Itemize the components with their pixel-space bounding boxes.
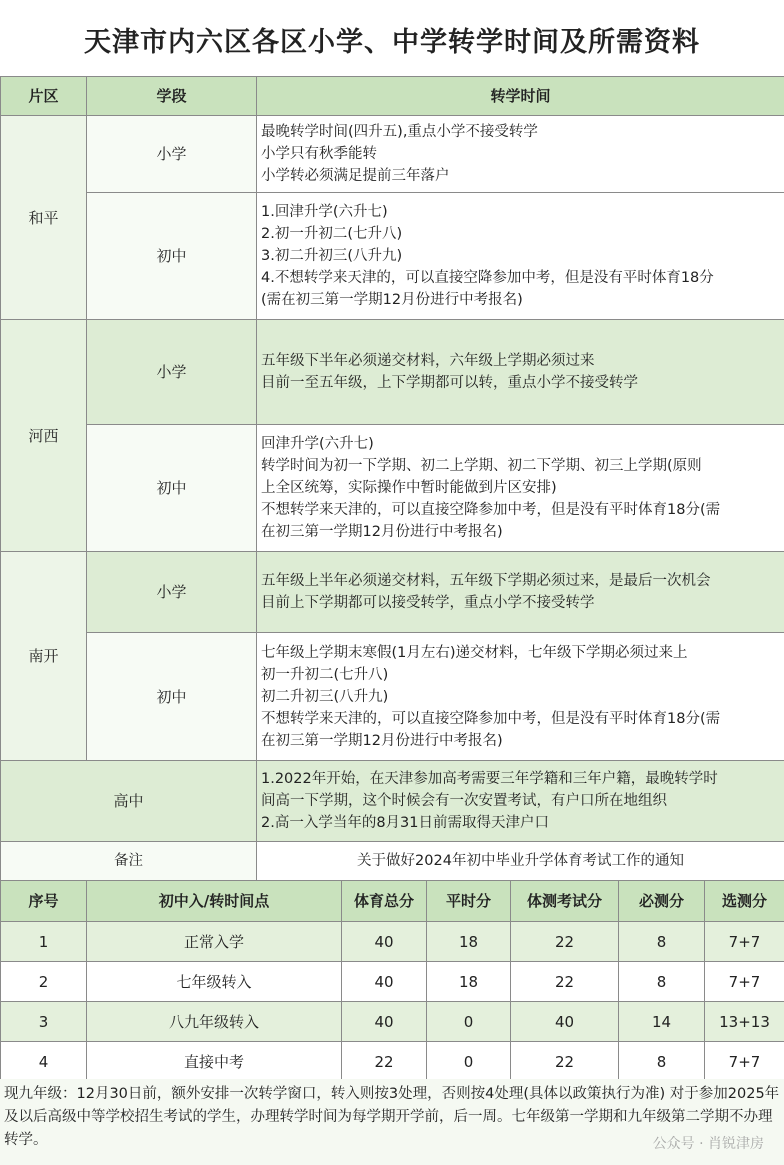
text-line: 小学只有秋季能转 xyxy=(261,146,377,162)
text-line: 1.2022年开始，在天津参加高考需要三年学籍和三年户籍，最晚转学时 xyxy=(261,771,718,787)
text-line: 间高一下学期，这个时候会有一次安置考试，有户口所在地组织 xyxy=(261,793,667,809)
cell-entry-time: 七年级转入 xyxy=(87,962,342,1002)
text-line: 4.不想转学来天津的，可以直接空降参加中考，但是没有平时体育18分 xyxy=(261,270,714,286)
pe-score-table xyxy=(0,880,784,1082)
text-line: 目前一至五年级，上下学期都可以转，重点小学不接受转学 xyxy=(261,375,638,391)
hexi-middle-text xyxy=(257,425,784,552)
zone-hexi: 河西 xyxy=(1,320,87,552)
stage-hexi-middle: 初中 xyxy=(87,425,257,552)
cell-test-score: 22 xyxy=(511,922,619,962)
heping-primary-text xyxy=(257,116,784,193)
text-line: 在初三第一学期12月份进行中考报名) xyxy=(261,524,503,540)
header-index: 序号 xyxy=(1,881,87,922)
table-row xyxy=(1,922,784,962)
table-header-row xyxy=(1,77,784,116)
table-header-row xyxy=(1,881,784,922)
remark-text: 关于做好2024年初中毕业升学体育考试工作的通知 xyxy=(257,842,784,881)
zone-nankai: 南开 xyxy=(1,552,87,761)
text-line: 目前上下学期都可以接受转学，重点小学不接受转学 xyxy=(261,595,595,611)
nankai-middle-text xyxy=(257,633,784,761)
stage-hexi-primary: 小学 xyxy=(87,320,257,425)
stage-high-school: 高中 xyxy=(1,761,257,842)
stage-nankai-middle: 初中 xyxy=(87,633,257,761)
remark-label: 备注 xyxy=(1,842,257,881)
header-required-score: 必测分 xyxy=(619,881,705,922)
text-line: 2.初一升初二(七升八) xyxy=(261,226,403,242)
zone-heping: 和平 xyxy=(1,116,87,320)
cell-regular-score: 18 xyxy=(427,962,511,1002)
nankai-primary-text xyxy=(257,552,784,633)
header-optional-score: 选测分 xyxy=(705,881,784,922)
cell-pe-total: 22 xyxy=(342,1042,427,1082)
text-line: 3.初二升初三(八升九) xyxy=(261,248,403,264)
watermark: 公众号 · 肖锐津房 xyxy=(652,1136,764,1152)
text-line: 2.高一入学当年的8月31日前需取得天津户口 xyxy=(261,815,550,831)
text-line: 初一升初二(七升八) xyxy=(261,666,389,683)
high-school-text xyxy=(257,761,784,842)
transfer-time-table xyxy=(0,76,784,881)
heping-middle-text xyxy=(257,193,784,320)
stage-nankai-primary: 小学 xyxy=(87,552,257,633)
cell-regular-score: 0 xyxy=(427,1042,511,1082)
text-line: 上全区统筹，实际操作中暂时能做到片区安排) xyxy=(261,480,557,496)
text-line: 不想转学来天津的，可以直接空降参加中考，但是没有平时体育18分(需 xyxy=(261,710,721,727)
text-line: 最晚转学时间(四升五),重点小学不接受转学 xyxy=(261,124,538,140)
header-entry-time: 初中入/转时间点 xyxy=(87,881,342,922)
cell-test-score: 22 xyxy=(511,962,619,1002)
cell-optional-score: 13+13 xyxy=(705,1002,784,1042)
header-stage: 学段 xyxy=(87,77,257,116)
cell-pe-total: 40 xyxy=(342,962,427,1002)
text-line: 初二升初三(八升九) xyxy=(261,688,389,705)
header-zone: 片区 xyxy=(1,77,87,116)
cell-test-score: 22 xyxy=(511,1042,619,1082)
cell-index: 1 xyxy=(1,922,87,962)
cell-index: 2 xyxy=(1,962,87,1002)
text-line: 小学转必须满足提前三年落户 xyxy=(261,168,450,184)
cell-index: 3 xyxy=(1,1002,87,1042)
cell-pe-total: 40 xyxy=(342,922,427,962)
header-test-score: 体测考试分 xyxy=(511,881,619,922)
cell-required-score: 8 xyxy=(619,962,705,1002)
cell-entry-time: 直接中考 xyxy=(87,1042,342,1082)
cell-optional-score: 7+7 xyxy=(705,922,784,962)
cell-optional-score: 7+7 xyxy=(705,962,784,1002)
cell-required-score: 14 xyxy=(619,1002,705,1042)
text-line: 五年级上半年必须递交材料，五年级下学期必须过来，是最后一次机会 xyxy=(261,573,711,589)
cell-regular-score: 0 xyxy=(427,1002,511,1042)
text-line: 1.回津升学(六升七) xyxy=(261,204,388,220)
text-line: 五年级下半年必须递交材料，六年级上学期必须过来 xyxy=(261,353,595,369)
header-transfer-time: 转学时间 xyxy=(257,77,784,116)
cell-optional-score: 7+7 xyxy=(705,1042,784,1082)
text-line: 不想转学来天津的，可以直接空降参加中考，但是没有平时体育18分(需 xyxy=(261,502,721,518)
text-line: (需在初三第一学期12月份进行中考报名) xyxy=(261,292,523,308)
table-row xyxy=(1,1002,784,1042)
stage-heping-primary: 小学 xyxy=(87,116,257,193)
text-line: 回津升学(六升七) xyxy=(261,436,374,452)
cell-pe-total: 40 xyxy=(342,1002,427,1042)
header-regular-score: 平时分 xyxy=(427,881,511,922)
cell-regular-score: 18 xyxy=(427,922,511,962)
cell-entry-time: 正常入学 xyxy=(87,922,342,962)
text-line: 七年级上学期末寒假(1月左右)递交材料，七年级下学期必须过来上 xyxy=(261,644,688,661)
cell-index: 4 xyxy=(1,1042,87,1082)
text-line: 在初三第一学期12月份进行中考报名) xyxy=(261,732,503,749)
table-row xyxy=(1,1042,784,1082)
text-line: 转学时间为初一下学期、初二上学期、初二下学期、初三上学期(原则 xyxy=(261,458,702,474)
hexi-primary-text xyxy=(257,320,784,425)
cell-required-score: 8 xyxy=(619,1042,705,1082)
stage-heping-middle: 初中 xyxy=(87,193,257,320)
cell-test-score: 40 xyxy=(511,1002,619,1042)
footer-note: 现九年级：12月30日前，额外安排一次转学窗口，转入则按3处理，否则按4处理(具体以政策执行为准) 对于参加2025年及以后高级中等学校招生考试的学生，办理转学时间为每学期开学前，后一周。七年级第一学期和九年级第二学期不办理转学。 xyxy=(0,1079,784,1165)
document-title: 天津市内六区各区小学、中学转学时间及所需资料 xyxy=(0,0,784,79)
header-pe-total: 体育总分 xyxy=(342,881,427,922)
table-row xyxy=(1,962,784,1002)
cell-entry-time: 八九年级转入 xyxy=(87,1002,342,1042)
cell-required-score: 8 xyxy=(619,922,705,962)
